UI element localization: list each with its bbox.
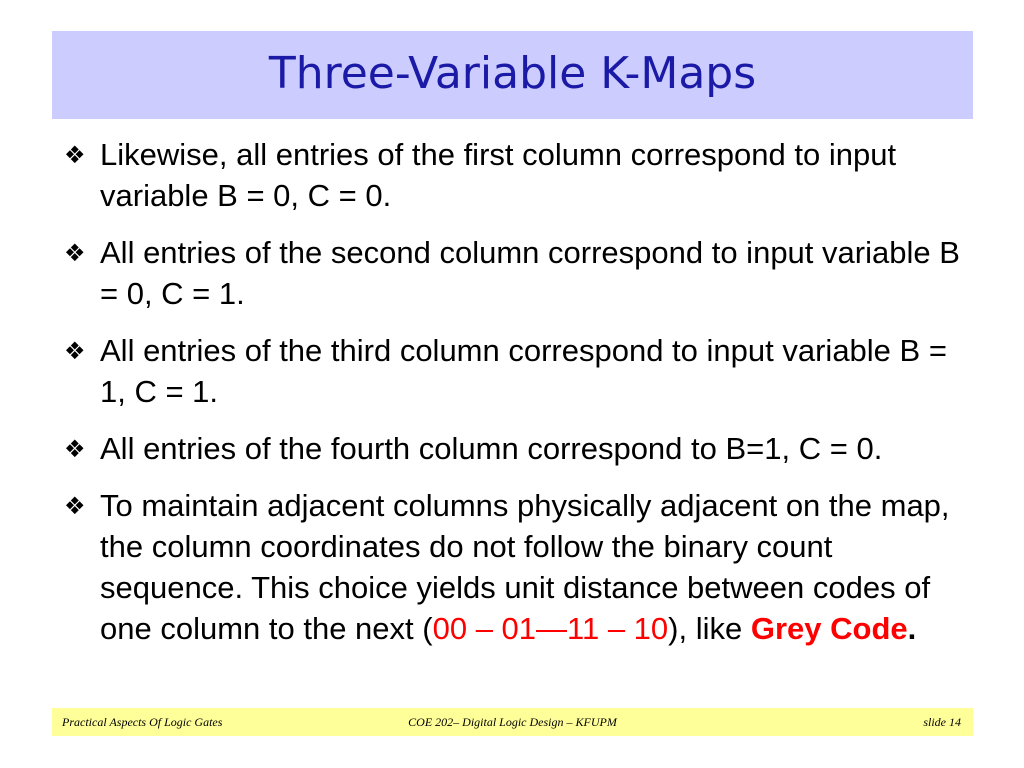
bullet-item-3 [62,330,972,412]
bullet-text-1: Likewise, all entries of the first column correspond to input variable B = 0, C = 0. [100,137,897,213]
footer-slide-number: slide 14 [923,714,961,729]
bullet-text-5: To maintain adjacent columns physically adjacent on the map, the column coordinates do not follow the binary count sequence. This choice yields unit distance between codes of one column to the next ( [100,488,950,646]
diamond-bullet-icon: ❖ [64,141,86,169]
page-title: Three-Variable K-Maps [268,47,757,99]
footer-course-name: COE 202– Digital Logic Design – KFUPM [408,714,617,729]
title-bar [52,31,973,119]
bullet-item-4 [62,428,972,469]
bullet-item-2 [62,232,972,314]
diamond-bullet-icon: ❖ [64,239,86,267]
bullet-text-2: All entries of the second column correspond to input variable B = 0, C = 1. [100,235,960,311]
diamond-bullet-icon: ❖ [64,337,86,365]
bullet-item-1 [62,134,972,216]
bullet-text-3: All entries of the third column correspond to input variable B = 1, C = 1. [100,333,947,409]
bullet-text-5-end: . [907,611,917,646]
bullet-text-5-after: ), like [668,611,751,646]
footer-course-topic: Practical Aspects Of Logic Gates [62,714,223,729]
content-body [62,134,972,665]
footer-bar [52,708,973,736]
diamond-bullet-icon: ❖ [64,492,86,520]
bullet-item-5 [62,485,972,649]
grey-code-highlight: Grey Code [750,611,908,646]
bullet-text-4: All entries of the fourth column correspond to B=1, C = 0. [100,431,883,466]
diamond-bullet-icon: ❖ [64,435,86,463]
gray-code-sequence: 00 – 01—11 – 10 [432,611,669,646]
